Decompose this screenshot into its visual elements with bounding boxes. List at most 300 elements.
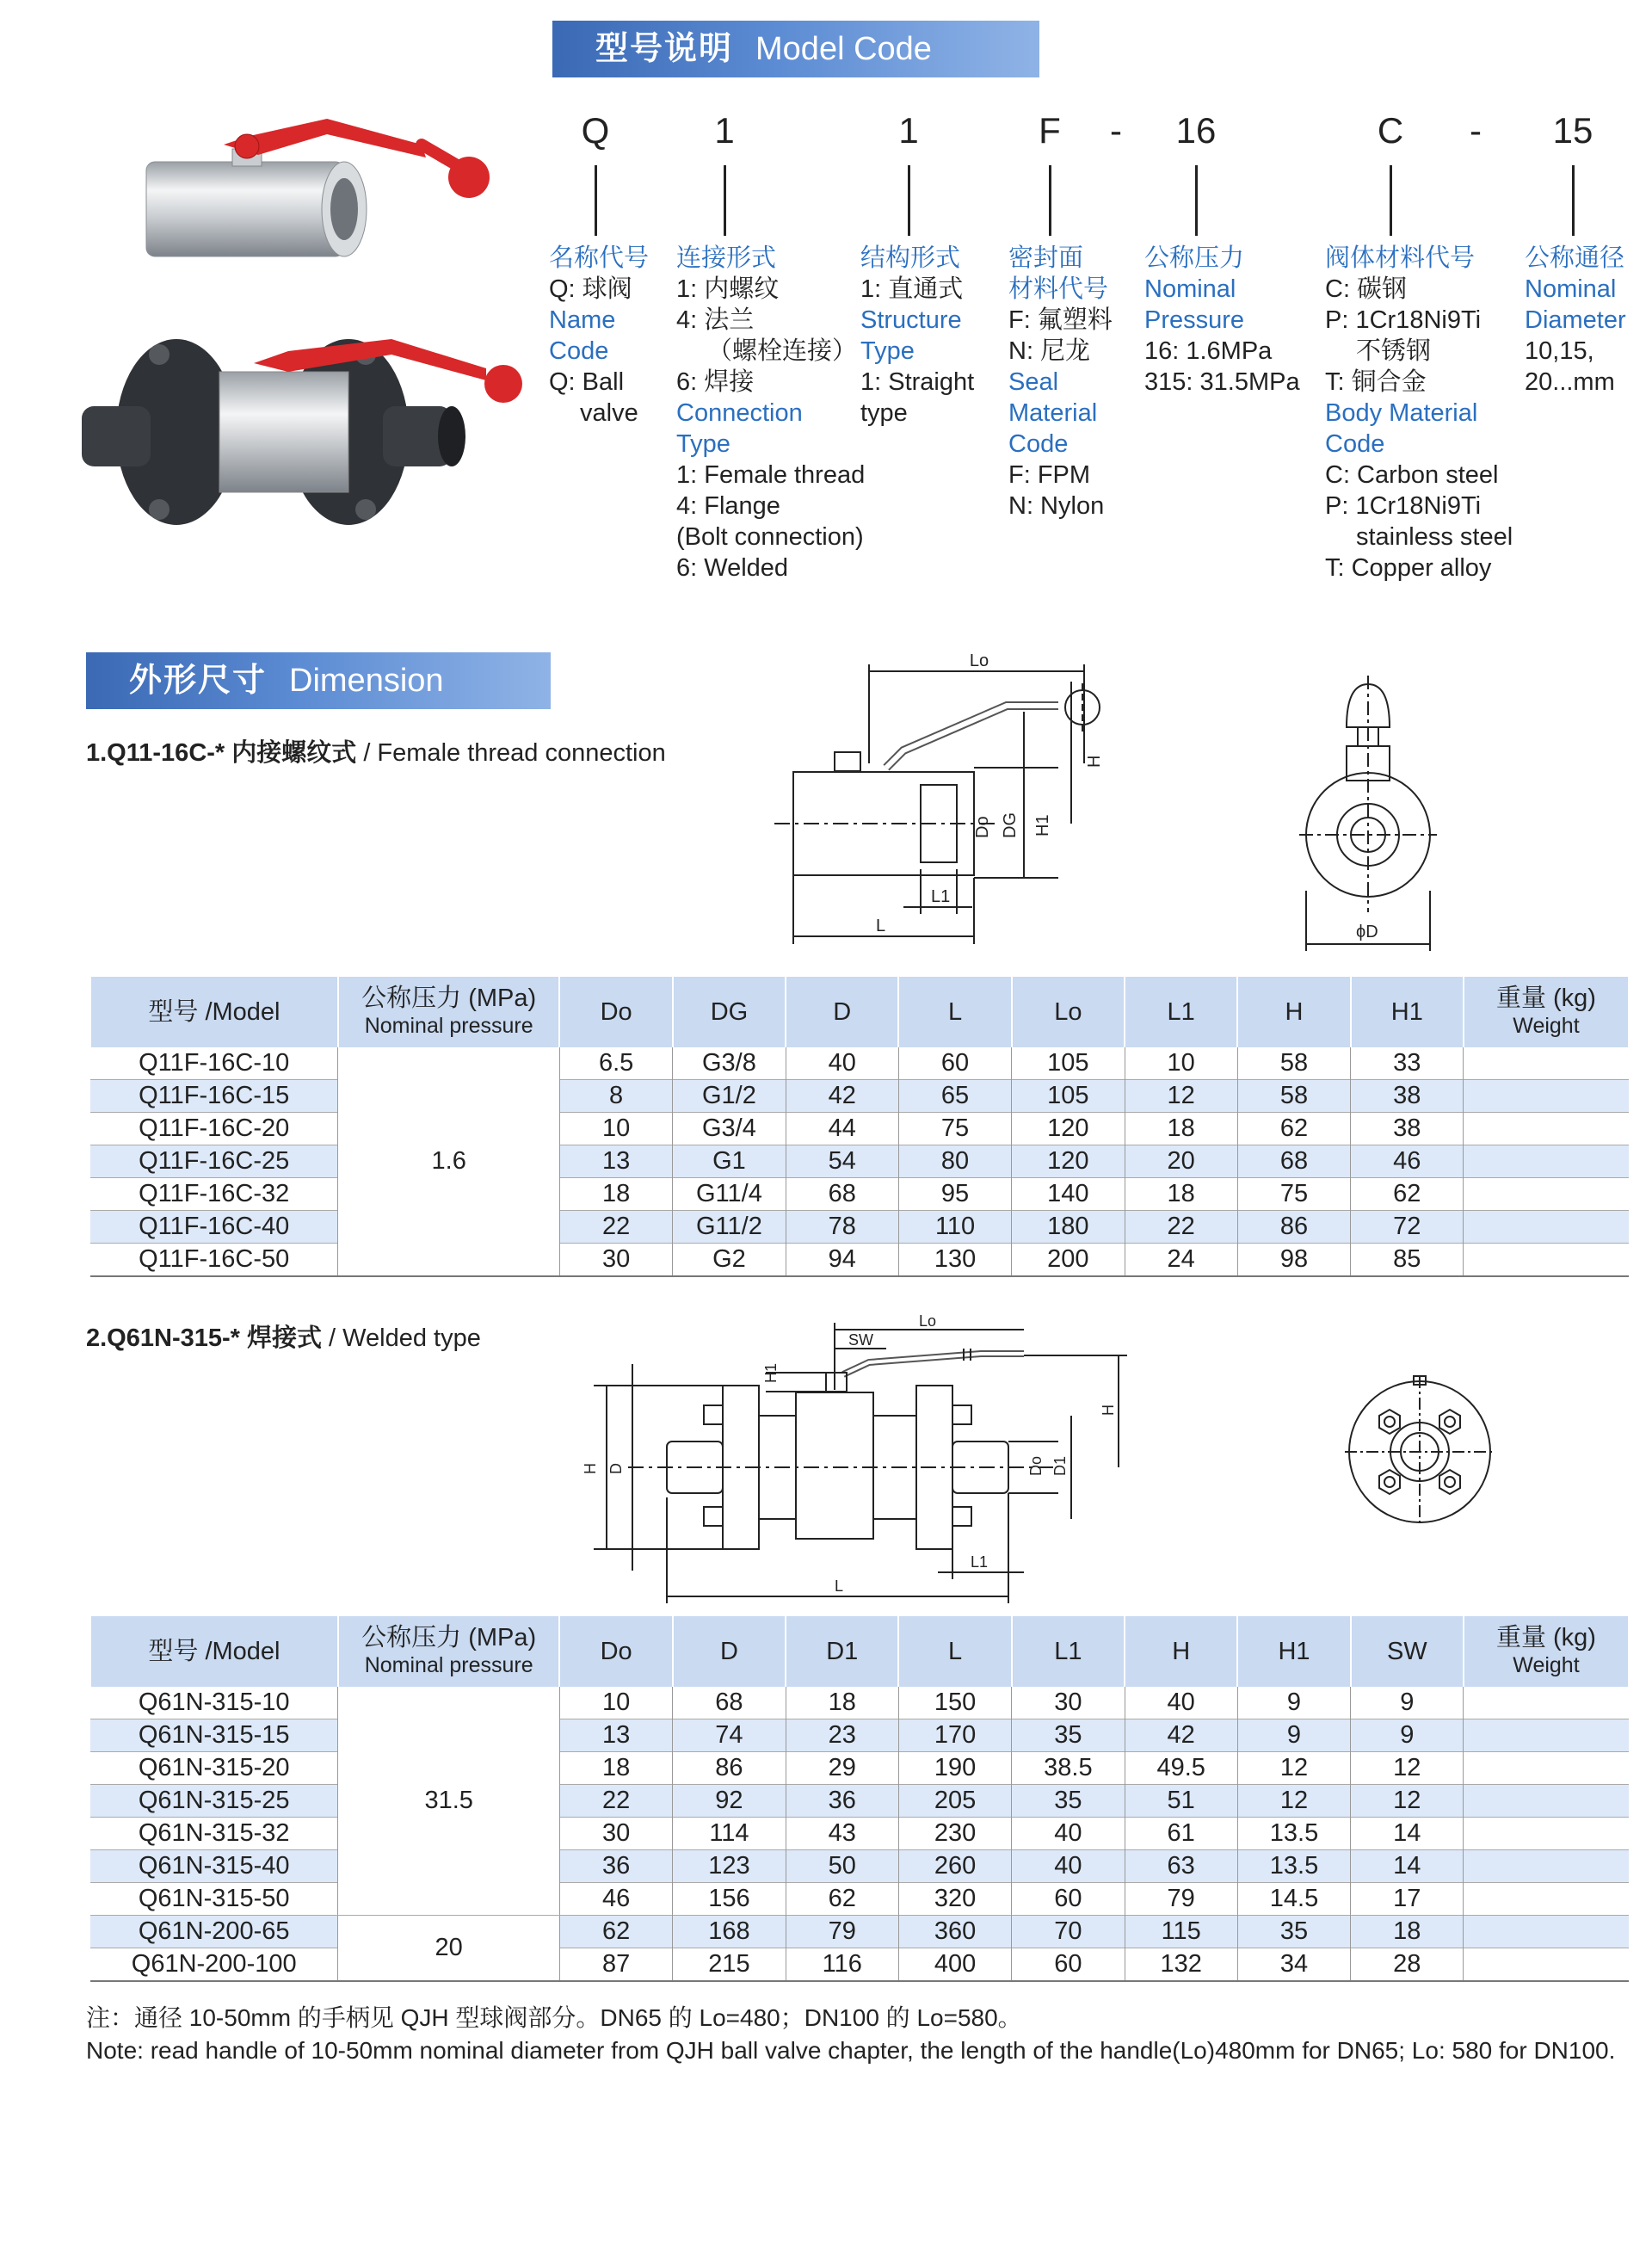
table-cell: 60 — [1012, 1948, 1125, 1982]
model-code-letter: 1 — [714, 110, 735, 151]
model-code-column-title: 公称压力 — [1144, 244, 1245, 272]
table-cell: 115 — [1125, 1916, 1237, 1948]
col-header-h1: H1 — [1237, 1616, 1350, 1687]
model-code-column-line: Q: 球阀 — [549, 275, 632, 303]
model-code-letter: Q — [581, 110, 610, 151]
model-code-column-title: 阀体材料代号 — [1325, 244, 1476, 272]
model-code-column-title: 结构形式 — [860, 244, 961, 272]
table-cell: 94 — [786, 1244, 898, 1277]
model-code-letter: - — [1110, 110, 1122, 151]
section2-heading-bold: 2.Q61N-315-* 焊接式 — [86, 1324, 322, 1352]
table-cell: 38 — [1351, 1080, 1464, 1113]
model-code-column-line: 10,15, — [1525, 337, 1594, 365]
table-row — [90, 1752, 1629, 1785]
table-cell: 12 — [1351, 1752, 1464, 1785]
table-row — [90, 1785, 1629, 1818]
model-code-column-line: 315: 31.5MPa — [1144, 368, 1300, 396]
table-cell: 40 — [1012, 1818, 1125, 1850]
table-cell: 68 — [673, 1687, 786, 1719]
table-cell: 75 — [1237, 1178, 1350, 1211]
table-row — [90, 1948, 1629, 1982]
table-cell — [1464, 1916, 1629, 1948]
dim-label-dg: DG — [1001, 812, 1020, 838]
table-cell: 86 — [673, 1752, 786, 1785]
section2-heading — [86, 1318, 481, 1354]
table-row — [90, 1047, 1629, 1080]
model-code-column-line: Type — [676, 430, 730, 458]
table-cell: 13.5 — [1237, 1818, 1350, 1850]
col-header-weight — [1464, 1616, 1629, 1687]
table-cell: 110 — [898, 1211, 1011, 1244]
table-cell: 13 — [559, 1145, 672, 1178]
welded-side-drawing — [576, 1312, 1162, 1605]
model-code-column-line: C: 碳钢 — [1325, 275, 1408, 303]
section1-heading-rest: / Female thread connection — [356, 739, 666, 767]
model-code-column-title: 连接形式 — [676, 244, 777, 272]
table-cell: G11/2 — [673, 1211, 786, 1244]
model-code-column — [1325, 243, 1513, 583]
dim-label-l1-2: L1 — [971, 1553, 989, 1571]
table-cell: 35 — [1012, 1719, 1125, 1752]
table-cell — [1464, 1211, 1629, 1244]
model-code-letter: 1 — [898, 110, 919, 151]
table-row — [90, 1178, 1629, 1211]
model-code-connector — [1572, 165, 1575, 236]
table-cell: 10 — [1125, 1047, 1237, 1080]
table-cell: 200 — [1012, 1244, 1125, 1277]
col-header-l1: L1 — [1012, 1616, 1125, 1687]
dim-label-lo: Lo — [969, 651, 989, 670]
model-code-column-line: 不锈钢 — [1356, 337, 1432, 365]
table-cell: 30 — [1012, 1687, 1125, 1719]
table-cell: 62 — [1237, 1113, 1350, 1145]
model-code-column-line: 6: 焊接 — [676, 368, 755, 396]
table-cell: 17 — [1351, 1883, 1464, 1916]
table-cell — [1464, 1948, 1629, 1982]
table-cell: 120 — [1012, 1113, 1125, 1145]
model-code-banner — [552, 21, 1039, 77]
table-row — [90, 1145, 1629, 1178]
table-cell: 35 — [1012, 1785, 1125, 1818]
table-cell: 8 — [559, 1080, 672, 1113]
model-code-column-line: Seal — [1008, 368, 1059, 396]
female-thread-spec-table — [89, 977, 1630, 1277]
model-code-column-title: 名称代号 — [549, 244, 650, 272]
model-code-column-line: 6: Welded — [676, 554, 789, 582]
table-cell: 360 — [898, 1916, 1011, 1948]
table-cell — [1464, 1080, 1629, 1113]
col-header-model: 型号 /Model — [90, 1616, 338, 1687]
model-code-column-line: 1: 内螺纹 — [676, 275, 780, 303]
table-cell: 22 — [559, 1211, 672, 1244]
welded-front-drawing — [1338, 1373, 1501, 1528]
table-cell: 34 — [1237, 1948, 1350, 1982]
col-header-do: Do — [559, 1616, 672, 1687]
table-cell — [1464, 1113, 1629, 1145]
table-cell: 150 — [898, 1687, 1011, 1719]
col-header-d: D — [786, 977, 898, 1047]
cell-model: Q61N-315-32 — [90, 1818, 338, 1850]
model-code-column — [1144, 243, 1300, 398]
dim-label-sw: SW — [848, 1331, 873, 1349]
welded-spec-table — [89, 1616, 1630, 1982]
footnote-zh: 注：通径 10-50mm 的手柄见 QJH 型球阀部分。DN65 的 Lo=480；DN100 的 Lo=580。 — [86, 2004, 1022, 2031]
table-cell: 20 — [1125, 1145, 1237, 1178]
table-cell: 63 — [1125, 1850, 1237, 1883]
table-cell: 95 — [898, 1178, 1011, 1211]
table-row — [90, 1719, 1629, 1752]
cell-model: Q11F-16C-15 — [90, 1080, 338, 1113]
dim-label-do-2: Do — [1027, 1455, 1045, 1476]
model-code-connector — [1049, 165, 1051, 236]
table-cell: G1 — [673, 1145, 786, 1178]
table-cell: 65 — [898, 1080, 1011, 1113]
model-code-column-line: type — [860, 399, 908, 427]
table-cell: 72 — [1351, 1211, 1464, 1244]
table-cell — [1464, 1752, 1629, 1785]
col-header-h: H — [1237, 977, 1350, 1047]
table-cell: 180 — [1012, 1211, 1125, 1244]
table-cell: 10 — [559, 1113, 672, 1145]
model-code-column-line: （螺栓连接） — [707, 337, 858, 365]
table-row — [90, 1916, 1629, 1948]
model-code-column-line: C: Carbon steel — [1325, 461, 1499, 489]
table-cell: 87 — [559, 1948, 672, 1982]
model-code-column-line: Diameter — [1525, 306, 1626, 334]
col-header-pressure-zh: 公称压力 (MPa) — [361, 1624, 537, 1651]
table-cell: 51 — [1125, 1785, 1237, 1818]
model-code-column-line: Code — [1008, 430, 1069, 458]
model-code-column-line: F: FPM — [1008, 461, 1091, 489]
table-cell — [1464, 1178, 1629, 1211]
model-code-column-line: N: 尼龙 — [1008, 337, 1091, 365]
cell-model: Q11F-16C-40 — [90, 1211, 338, 1244]
cell-model: Q61N-200-65 — [90, 1916, 338, 1948]
table-cell: 75 — [898, 1113, 1011, 1145]
section1-heading-bold: 1.Q11-16C-* 内接螺纹式 — [86, 739, 357, 767]
table-cell: 43 — [786, 1818, 898, 1850]
table-cell: 400 — [898, 1948, 1011, 1982]
table-cell: 105 — [1012, 1047, 1125, 1080]
table-cell: 140 — [1012, 1178, 1125, 1211]
dim-label-h1: H1 — [1033, 814, 1052, 837]
dim-label-d-2: D — [607, 1463, 625, 1474]
table-cell — [1464, 1244, 1629, 1277]
cell-model: Q61N-315-20 — [90, 1752, 338, 1785]
table-cell: 9 — [1237, 1687, 1350, 1719]
table-cell: 22 — [559, 1785, 672, 1818]
table-cell: 320 — [898, 1883, 1011, 1916]
table-cell — [1464, 1883, 1629, 1916]
model-code-column — [676, 243, 865, 583]
col-header-h1: H1 — [1351, 977, 1464, 1047]
table-cell: 9 — [1351, 1719, 1464, 1752]
table-cell: 62 — [1351, 1178, 1464, 1211]
table-cell: 18 — [1125, 1178, 1237, 1211]
section2-heading-rest: / Welded type — [322, 1324, 481, 1352]
dim-label-d1-2: D1 — [1051, 1455, 1069, 1476]
col-header-pressure-en: Nominal pressure — [364, 1014, 533, 1038]
footnote-en: Note: read handle of 10-50mm nominal diameter from QJH ball valve chapter, the length of the handle(Lo)480mm for DN65; Lo: 580 for DN100. — [86, 2037, 1616, 2064]
cell-pressure: 31.5 — [338, 1687, 560, 1916]
model-code-column-line: Body Material — [1325, 399, 1478, 427]
model-code-column-line: Code — [549, 337, 609, 365]
col-header-weight-zh: 重量 (kg) — [1495, 985, 1596, 1012]
table-cell: 22 — [1125, 1211, 1237, 1244]
model-code-column-line: 4: Flange — [676, 492, 780, 520]
col-header-l: L — [898, 1616, 1011, 1687]
model-code-letter: F — [1039, 110, 1061, 151]
col-header-weight-zh: 重量 (kg) — [1495, 1624, 1596, 1651]
table-cell: 23 — [786, 1719, 898, 1752]
model-code-letter: - — [1470, 110, 1482, 151]
model-code-column-title: 密封面 — [1008, 244, 1084, 272]
table-cell: 62 — [786, 1883, 898, 1916]
dim-label-lo2: Lo — [918, 1312, 937, 1330]
table-cell: 18 — [559, 1752, 672, 1785]
cell-model: Q61N-315-50 — [90, 1883, 338, 1916]
model-code-column-line: 4: 法兰 — [676, 306, 755, 334]
table-cell: 79 — [1125, 1883, 1237, 1916]
model-code-column-line: (Bolt connection) — [676, 523, 864, 551]
table-cell: 12 — [1237, 1785, 1350, 1818]
model-code-column-line: Name — [549, 306, 616, 334]
table-cell: 230 — [898, 1818, 1011, 1850]
table-cell: 9 — [1351, 1687, 1464, 1719]
dim-label-l: L — [876, 917, 886, 935]
table-cell: 62 — [559, 1916, 672, 1948]
model-code-column-line: 1: Female thread — [676, 461, 866, 489]
banner-title-en: Model Code — [755, 31, 932, 67]
table-cell: 260 — [898, 1850, 1011, 1883]
table-cell: 14 — [1351, 1818, 1464, 1850]
table-cell: G2 — [673, 1244, 786, 1277]
col-header-weight-en: Weight — [1513, 1653, 1580, 1677]
model-code-column-line: 20...mm — [1525, 368, 1615, 396]
dimension-banner — [86, 652, 551, 709]
model-code-column-line: Type — [860, 337, 915, 365]
model-code-column-line: Material — [1008, 399, 1098, 427]
table-cell: 12 — [1351, 1785, 1464, 1818]
model-code-column-line: T: 铜合金 — [1325, 368, 1427, 396]
table-cell: 28 — [1351, 1948, 1464, 1982]
model-code-connector — [724, 165, 726, 236]
col-header-h: H — [1125, 1616, 1237, 1687]
model-code-column-line: 1: Straight — [860, 368, 975, 396]
ball-valve-welded-photo — [82, 320, 529, 544]
dim-label-h-2: H — [582, 1463, 599, 1474]
table-cell: 42 — [1125, 1719, 1237, 1752]
table-cell — [1464, 1047, 1629, 1080]
table-cell: 79 — [786, 1916, 898, 1948]
table-cell — [1464, 1145, 1629, 1178]
model-code-column-line: 材料代号 — [1008, 275, 1109, 303]
table-cell: 80 — [898, 1145, 1011, 1178]
dim-label-h-right: H — [1100, 1404, 1117, 1416]
model-code-column-line: Code — [1325, 430, 1385, 458]
dim-label-l-2: L — [835, 1577, 844, 1595]
model-code-column — [1525, 243, 1626, 398]
table-cell: 105 — [1012, 1080, 1125, 1113]
cell-model: Q61N-200-100 — [90, 1948, 338, 1982]
col-header-weight — [1464, 977, 1629, 1047]
model-code-column — [1008, 243, 1113, 522]
table-cell: 190 — [898, 1752, 1011, 1785]
table-cell: 50 — [786, 1850, 898, 1883]
table-cell: 10 — [559, 1687, 672, 1719]
table-cell — [1464, 1687, 1629, 1719]
table-cell: 85 — [1351, 1244, 1464, 1277]
cell-pressure: 1.6 — [338, 1047, 560, 1276]
table-cell: 60 — [1012, 1883, 1125, 1916]
table-cell: 68 — [1237, 1145, 1350, 1178]
section1-heading — [86, 733, 666, 769]
table-cell — [1464, 1719, 1629, 1752]
table-cell: 74 — [673, 1719, 786, 1752]
model-code-column-line: valve — [580, 399, 638, 427]
table-cell: 92 — [673, 1785, 786, 1818]
banner-title-zh: 型号说明 — [595, 31, 734, 67]
cell-model: Q61N-315-15 — [90, 1719, 338, 1752]
model-code-column-line: 1: 直通式 — [860, 275, 964, 303]
model-code-column-line: Q: Ball — [549, 368, 625, 396]
table-cell: 68 — [786, 1178, 898, 1211]
table-cell: 170 — [898, 1719, 1011, 1752]
dim-label-phid: ϕD — [1356, 923, 1378, 941]
cell-pressure: 20 — [338, 1916, 560, 1982]
footnote — [86, 2002, 1626, 2067]
cell-model: Q61N-315-10 — [90, 1687, 338, 1719]
col-header-pressure-zh: 公称压力 (MPa) — [361, 985, 537, 1012]
table-row — [90, 1818, 1629, 1850]
model-code-column-line: P: 1Cr18Ni9Ti — [1325, 306, 1482, 334]
model-code-column-line: 16: 1.6MPa — [1144, 337, 1273, 365]
model-code-letter: C — [1377, 110, 1404, 151]
table-cell: 13 — [559, 1719, 672, 1752]
table-cell: 38.5 — [1012, 1752, 1125, 1785]
table-cell: 12 — [1125, 1080, 1237, 1113]
col-header-pressure — [338, 1616, 560, 1687]
table-cell — [1464, 1818, 1629, 1850]
table-row — [90, 1850, 1629, 1883]
table-cell: 18 — [1351, 1916, 1464, 1948]
table-cell: 86 — [1237, 1211, 1350, 1244]
table-cell: 156 — [673, 1883, 786, 1916]
table-row — [90, 1883, 1629, 1916]
table-cell: 33 — [1351, 1047, 1464, 1080]
ball-valve-female-thread-photo — [129, 110, 508, 274]
table-cell: 130 — [898, 1244, 1011, 1277]
cell-model: Q11F-16C-32 — [90, 1178, 338, 1211]
table-cell: 114 — [673, 1818, 786, 1850]
dim-label-h1-2: H1 — [762, 1362, 780, 1383]
table-row — [90, 1211, 1629, 1244]
table-cell: 46 — [559, 1883, 672, 1916]
col-header-l: L — [898, 977, 1011, 1047]
table-cell: 9 — [1237, 1719, 1350, 1752]
model-code-connector — [1195, 165, 1198, 236]
table-cell: 54 — [786, 1145, 898, 1178]
model-code-column-line: Connection — [676, 399, 803, 427]
table-cell: 6.5 — [559, 1047, 672, 1080]
table-cell: G1/2 — [673, 1080, 786, 1113]
model-code-column-line: N: Nylon — [1008, 492, 1105, 520]
cell-model: Q61N-315-40 — [90, 1850, 338, 1883]
model-code-column — [860, 243, 974, 429]
banner-title-en: Dimension — [289, 663, 444, 699]
table-cell — [1464, 1785, 1629, 1818]
table-cell: 36 — [786, 1785, 898, 1818]
table-cell: 40 — [1012, 1850, 1125, 1883]
model-code-column-line: F: 氟塑料 — [1008, 306, 1113, 334]
col-header-dg: DG — [673, 977, 786, 1047]
col-header-l1: L1 — [1125, 977, 1237, 1047]
female-thread-side-drawing — [774, 647, 1153, 957]
col-header-d: D — [673, 1616, 786, 1687]
cell-model: Q11F-16C-10 — [90, 1047, 338, 1080]
table-cell: 215 — [673, 1948, 786, 1982]
model-code-letter: 15 — [1552, 110, 1593, 151]
cell-model: Q11F-16C-25 — [90, 1145, 338, 1178]
cell-model: Q11F-16C-20 — [90, 1113, 338, 1145]
table-cell: G3/4 — [673, 1113, 786, 1145]
table-cell: 18 — [559, 1178, 672, 1211]
table-cell: 24 — [1125, 1244, 1237, 1277]
col-header-model: 型号 /Model — [90, 977, 338, 1047]
model-code-connector — [595, 165, 597, 236]
cell-model: Q61N-315-25 — [90, 1785, 338, 1818]
model-code-connector — [908, 165, 910, 236]
table-row — [90, 1113, 1629, 1145]
table-cell: 30 — [559, 1818, 672, 1850]
female-thread-front-drawing — [1299, 667, 1437, 960]
model-code-connector — [1390, 165, 1392, 236]
model-code-column-line: P: 1Cr18Ni9Ti — [1325, 492, 1482, 520]
table-cell: 13.5 — [1237, 1850, 1350, 1883]
col-header-sw: SW — [1351, 1616, 1464, 1687]
col-header-pressure-en: Nominal pressure — [364, 1653, 533, 1677]
table-row — [90, 1244, 1629, 1277]
table-cell: 116 — [786, 1948, 898, 1982]
col-header-lo: Lo — [1012, 977, 1125, 1047]
model-code-column — [549, 243, 649, 429]
table-cell: 29 — [786, 1752, 898, 1785]
model-code-column-line: Nominal — [1525, 275, 1617, 303]
table-cell: 38 — [1351, 1113, 1464, 1145]
table-cell: G11/4 — [673, 1178, 786, 1211]
table-cell: 49.5 — [1125, 1752, 1237, 1785]
table-cell: 18 — [1125, 1113, 1237, 1145]
table-cell: 40 — [1125, 1687, 1237, 1719]
model-code-column-line: stainless steel — [1356, 523, 1513, 551]
col-header-pressure — [338, 977, 560, 1047]
table-cell: 14 — [1351, 1850, 1464, 1883]
table-cell: 42 — [786, 1080, 898, 1113]
model-code-column-line: Structure — [860, 306, 962, 334]
table-cell: 60 — [898, 1047, 1011, 1080]
table-cell: 40 — [786, 1047, 898, 1080]
model-code-column-line: Nominal — [1144, 275, 1236, 303]
dim-label-h: H — [1085, 755, 1104, 768]
table-cell: 123 — [673, 1850, 786, 1883]
table-cell: 70 — [1012, 1916, 1125, 1948]
table-cell: 44 — [786, 1113, 898, 1145]
dim-label-do: Do — [973, 816, 992, 838]
table-cell: 35 — [1237, 1916, 1350, 1948]
table-cell: 98 — [1237, 1244, 1350, 1277]
table-row — [90, 1687, 1629, 1719]
table-cell: 58 — [1237, 1080, 1350, 1113]
